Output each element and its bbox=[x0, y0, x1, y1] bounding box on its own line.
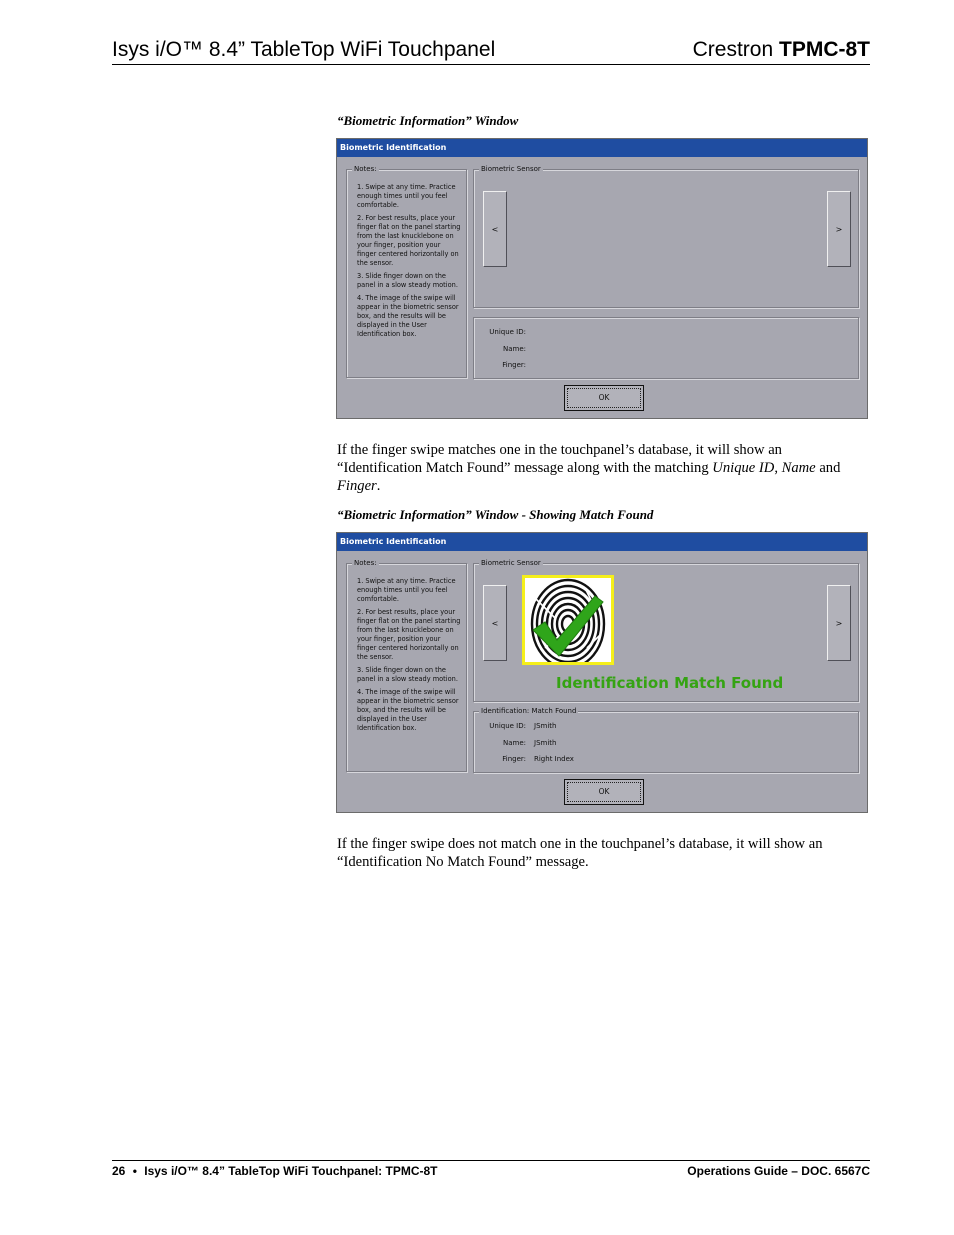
note-4: 4. The image of the swipe will appear in the biometric sensor box, and the results will be displayed in the User Identification box. bbox=[357, 687, 459, 733]
notes-list bbox=[357, 183, 461, 343]
finger-label: Finger: bbox=[502, 361, 526, 369]
match-found-message: Identification Match Found bbox=[556, 674, 784, 692]
prev-button[interactable]: < bbox=[483, 585, 507, 661]
ok-button[interactable] bbox=[564, 385, 644, 411]
prev-button[interactable]: < bbox=[483, 191, 507, 267]
figure1-caption: “Biometric Information” Window bbox=[337, 113, 519, 128]
para1-unique-id: Unique ID bbox=[712, 460, 775, 476]
biometric-window bbox=[336, 138, 868, 419]
note-2: 2. For best results, place your finger flat on the panel starting from the last knucklebone on your finger, position your finger centered horizontally on the sensor. bbox=[357, 607, 461, 662]
paragraph-match-found bbox=[337, 441, 869, 495]
finger-label: Finger: bbox=[502, 755, 526, 763]
note-1: 1. Swipe at any time. Practice enough times until you feel comfortable. bbox=[357, 577, 456, 604]
header-brand-model bbox=[693, 38, 870, 62]
header-title: Isys i/O™ 8.4” TableTop WiFi Touchpanel bbox=[112, 38, 496, 61]
para1-end: . bbox=[376, 478, 381, 494]
user-identification-group bbox=[473, 317, 859, 379]
note-4: 4. The image of the swipe will appear in the biometric sensor box, and the results will be displayed in the User Identification box. bbox=[357, 293, 459, 339]
user-identification-group bbox=[473, 707, 859, 773]
ok-button-label: OK bbox=[567, 388, 641, 408]
note-3: 3. Slide finger down on the panel in a slow steady motion. bbox=[357, 272, 458, 290]
header-model: TPMC-8T bbox=[779, 38, 870, 61]
biometric-window-match bbox=[336, 532, 868, 813]
figure2-caption: “Biometric Information” Window - Showing Match Found bbox=[337, 507, 654, 522]
footer-left bbox=[112, 1164, 438, 1178]
footer-guide-title: Operations Guide – DOC. 6567C bbox=[687, 1164, 870, 1178]
footer-doc-title: Isys i/O™ 8.4” TableTop WiFi Touchpanel: TPMC-8T bbox=[144, 1164, 438, 1178]
notes-label: Notes: bbox=[354, 559, 377, 567]
finger-value: Right Index bbox=[534, 755, 574, 763]
notes-group bbox=[346, 559, 467, 772]
note-2: 2. For best results, place your finger flat on the panel starting from the last knucklebone on your finger, position your finger centered horizontally on the sensor. bbox=[357, 213, 461, 268]
next-button[interactable]: > bbox=[827, 191, 851, 267]
ok-button[interactable] bbox=[564, 779, 644, 805]
running-header bbox=[112, 38, 870, 65]
biometric-sensor-group bbox=[473, 165, 859, 308]
fingerprint-image bbox=[522, 575, 614, 665]
sensor-label: Biometric Sensor bbox=[481, 165, 541, 173]
footer-bullet: • bbox=[132, 1164, 137, 1178]
result-group-label: Identification: Match Found bbox=[481, 707, 577, 715]
note-1: 1. Swipe at any time. Practice enough times until you feel comfortable. bbox=[357, 183, 456, 210]
para1-sep: , bbox=[774, 460, 782, 476]
page-number: 26 bbox=[112, 1164, 126, 1178]
unique-id-value: JSmith bbox=[534, 722, 557, 730]
para1-name: Name bbox=[781, 460, 816, 476]
running-footer bbox=[112, 1160, 870, 1178]
notes-label: Notes: bbox=[354, 165, 377, 173]
para1-and: and bbox=[815, 460, 841, 476]
notes-group bbox=[346, 165, 467, 378]
window-titlebar: Biometric Identification bbox=[337, 139, 867, 157]
para1-text: If the finger swipe matches one in the touchpanel’s database, it will show an “Identification Match Found” message along with the matching bbox=[337, 442, 782, 476]
note-3: 3. Slide finger down on the panel in a slow steady motion. bbox=[357, 666, 458, 684]
paragraph-no-match: If the finger swipe does not match one in the touchpanel’s database, it will show an “Identification No Match Found” message. bbox=[337, 836, 823, 870]
ok-button-label: OK bbox=[567, 782, 641, 802]
name-label: Name: bbox=[502, 739, 526, 747]
para1-finger: Finger bbox=[337, 478, 377, 494]
name-value: JSmith bbox=[534, 739, 557, 747]
next-button[interactable]: > bbox=[827, 585, 851, 661]
notes-list bbox=[357, 577, 461, 737]
window-titlebar: Biometric Identification bbox=[337, 533, 867, 551]
unique-id-label: Unique ID: bbox=[489, 722, 526, 730]
fingerprint-icon bbox=[525, 578, 611, 662]
name-label: Name: bbox=[502, 345, 526, 353]
sensor-label: Biometric Sensor bbox=[481, 559, 541, 567]
header-brand: Crestron bbox=[692, 38, 774, 61]
unique-id-label: Unique ID: bbox=[489, 328, 526, 336]
